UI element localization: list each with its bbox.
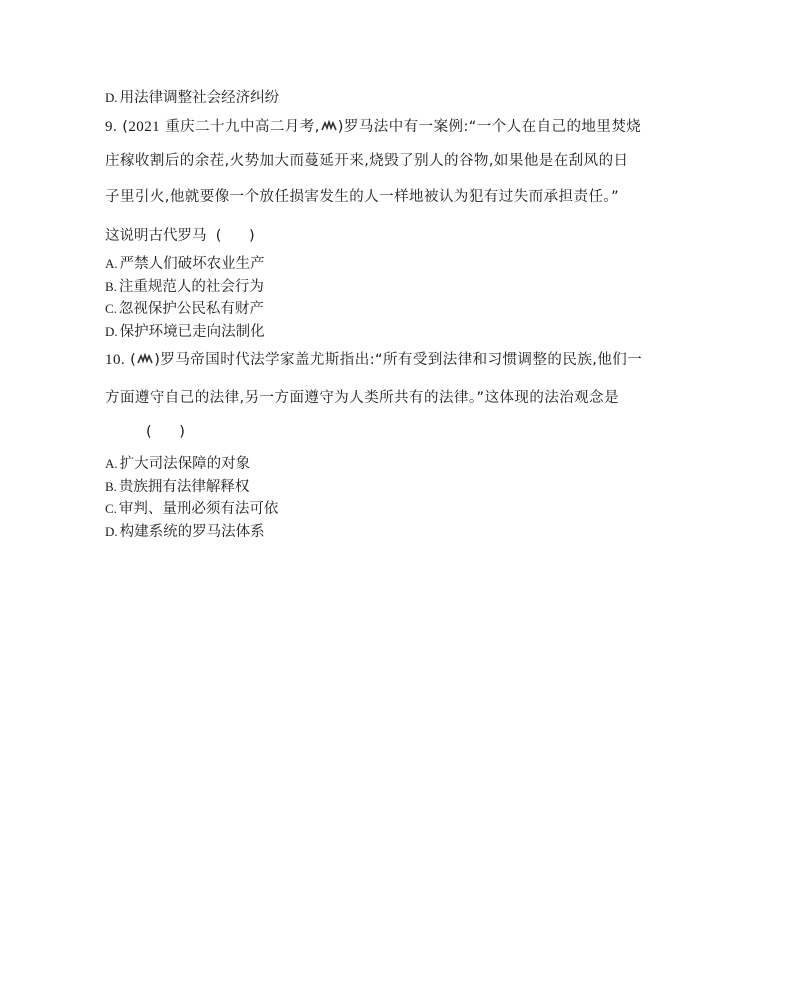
q9-text-1: 罗马法中有一案例:“一个人在自己的地里焚烧 [343,119,642,135]
q9-stem [105,224,255,245]
source-close: ) [337,119,344,135]
option-text: 审判、量刑必须有法可依 [118,501,279,517]
option-letter: C. [105,301,117,316]
source-text: 重庆二十九中高二月考, [165,119,320,135]
q10-option-d [105,520,265,541]
source-year: 2021 [128,119,161,135]
option-text: 严禁人们破坏农业生产 [119,256,265,272]
difficulty-icon [321,120,337,133]
option-letter: D. [105,324,118,339]
source-close: ) [154,352,161,368]
option-letter: C. [105,501,117,516]
option-letter: A. [105,256,118,271]
q10-option-b [105,475,249,496]
q9-option-a [105,252,265,273]
difficulty-icon [137,353,153,366]
q10-text-1: 罗马帝国时代法学家盖尤斯指出:“所有受到法律和习惯调整的民族,他们一 [160,352,643,368]
source-open: ( [130,352,137,368]
q9-option-d [105,320,265,341]
option-letter: A. [105,456,118,471]
prev-option-d [105,86,279,107]
option-text: 注重规范人的社会行为 [118,279,264,295]
option-text: 保护环境已走向法制化 [119,324,265,340]
q9-line-2: 庄稼收割后的余茬,火势加大而蔓延开来,烧毁了别人的谷物,如果他是在刮风的日 [105,153,629,169]
q10-line-1 [105,348,642,369]
question-number: 10. [105,352,126,368]
source-open: ( [122,119,129,135]
q9-line-1 [105,115,641,136]
option-text: 用法律调整社会经济纠纷 [119,90,280,106]
q10-option-a [105,452,250,473]
option-letter: B. [105,279,117,294]
option-letter: D. [105,524,118,539]
stem-text: 这说明古代罗马 [105,228,207,244]
q9-option-b [105,275,264,296]
option-text: 扩大司法保障的对象 [119,456,251,472]
option-letter: B. [105,479,117,494]
answer-blank: ( ) [215,228,255,244]
question-number: 9. [105,119,118,135]
option-text: 忽视保护公民私有财产 [118,301,264,317]
option-text: 贵族拥有法律解释权 [118,479,250,495]
option-letter: D. [105,90,118,105]
q10-option-c [105,497,278,518]
q10-line-2: 方面遵守自己的法律,另一方面遵守为人类所共有的法律。”这体现的法治观念是 [105,390,620,406]
q10-answer-blank: ( ) [146,424,185,440]
q9-option-c [105,297,264,318]
q9-line-3: 子里引火,他就要像一个放任损害发生的人一样地被认为犯有过失而承担责任。” [105,189,620,205]
option-text: 构建系统的罗马法体系 [119,524,265,540]
